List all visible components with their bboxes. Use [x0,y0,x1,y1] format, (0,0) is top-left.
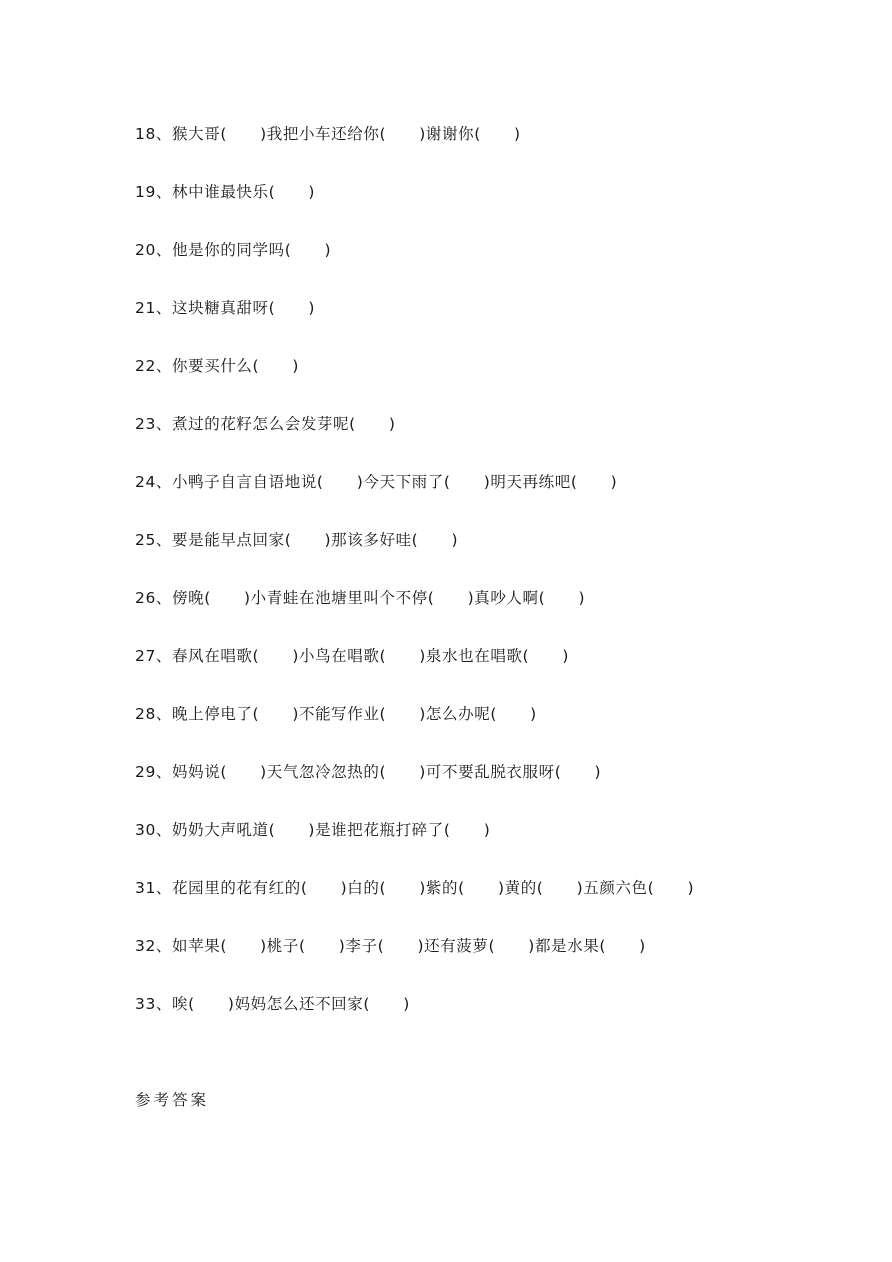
answer-section-title: 参考答案 [135,1091,210,1109]
question-list [135,121,855,1049]
question-21: 21、这块糖真甜呀( ) [135,299,316,317]
question-29: 29、妈妈说( )天气忽冷忽热的( )可不要乱脱衣服呀( ) [135,763,602,781]
question-25: 25、要是能早点回家( )那该多好哇( ) [135,531,459,549]
question-32: 32、如苹果( )桃子( )李子( )还有菠萝( )都是水果( ) [135,937,646,955]
question-26: 26、傍晚( )小青蛙在池塘里叫个不停( )真吵人啊( ) [135,589,586,607]
question-27: 27、春风在唱歌( )小鸟在唱歌( )泉水也在唱歌( ) [135,647,569,665]
question-24: 24、小鸭子自言自语地说( )今天下雨了( )明天再练吧( ) [135,473,618,491]
question-19: 19、林中谁最快乐( ) [135,183,316,201]
question-33: 33、唉( )妈妈怎么还不回家( ) [135,995,410,1013]
question-20: 20、他是你的同学吗( ) [135,241,332,259]
question-22: 22、你要买什么( ) [135,357,299,375]
question-31: 31、花园里的花有红的( )白的( )紫的( )黄的( )五颜六色( ) [135,879,695,897]
question-23: 23、煮过的花籽怎么会发芽呢( ) [135,415,396,433]
question-28: 28、晚上停电了( )不能写作业( )怎么办呢( ) [135,705,537,723]
question-30: 30、奶奶大声吼道( )是谁把花瓶打碎了( ) [135,821,491,839]
question-18: 18、猴大哥( )我把小车还给你( )谢谢你( ) [135,125,521,143]
